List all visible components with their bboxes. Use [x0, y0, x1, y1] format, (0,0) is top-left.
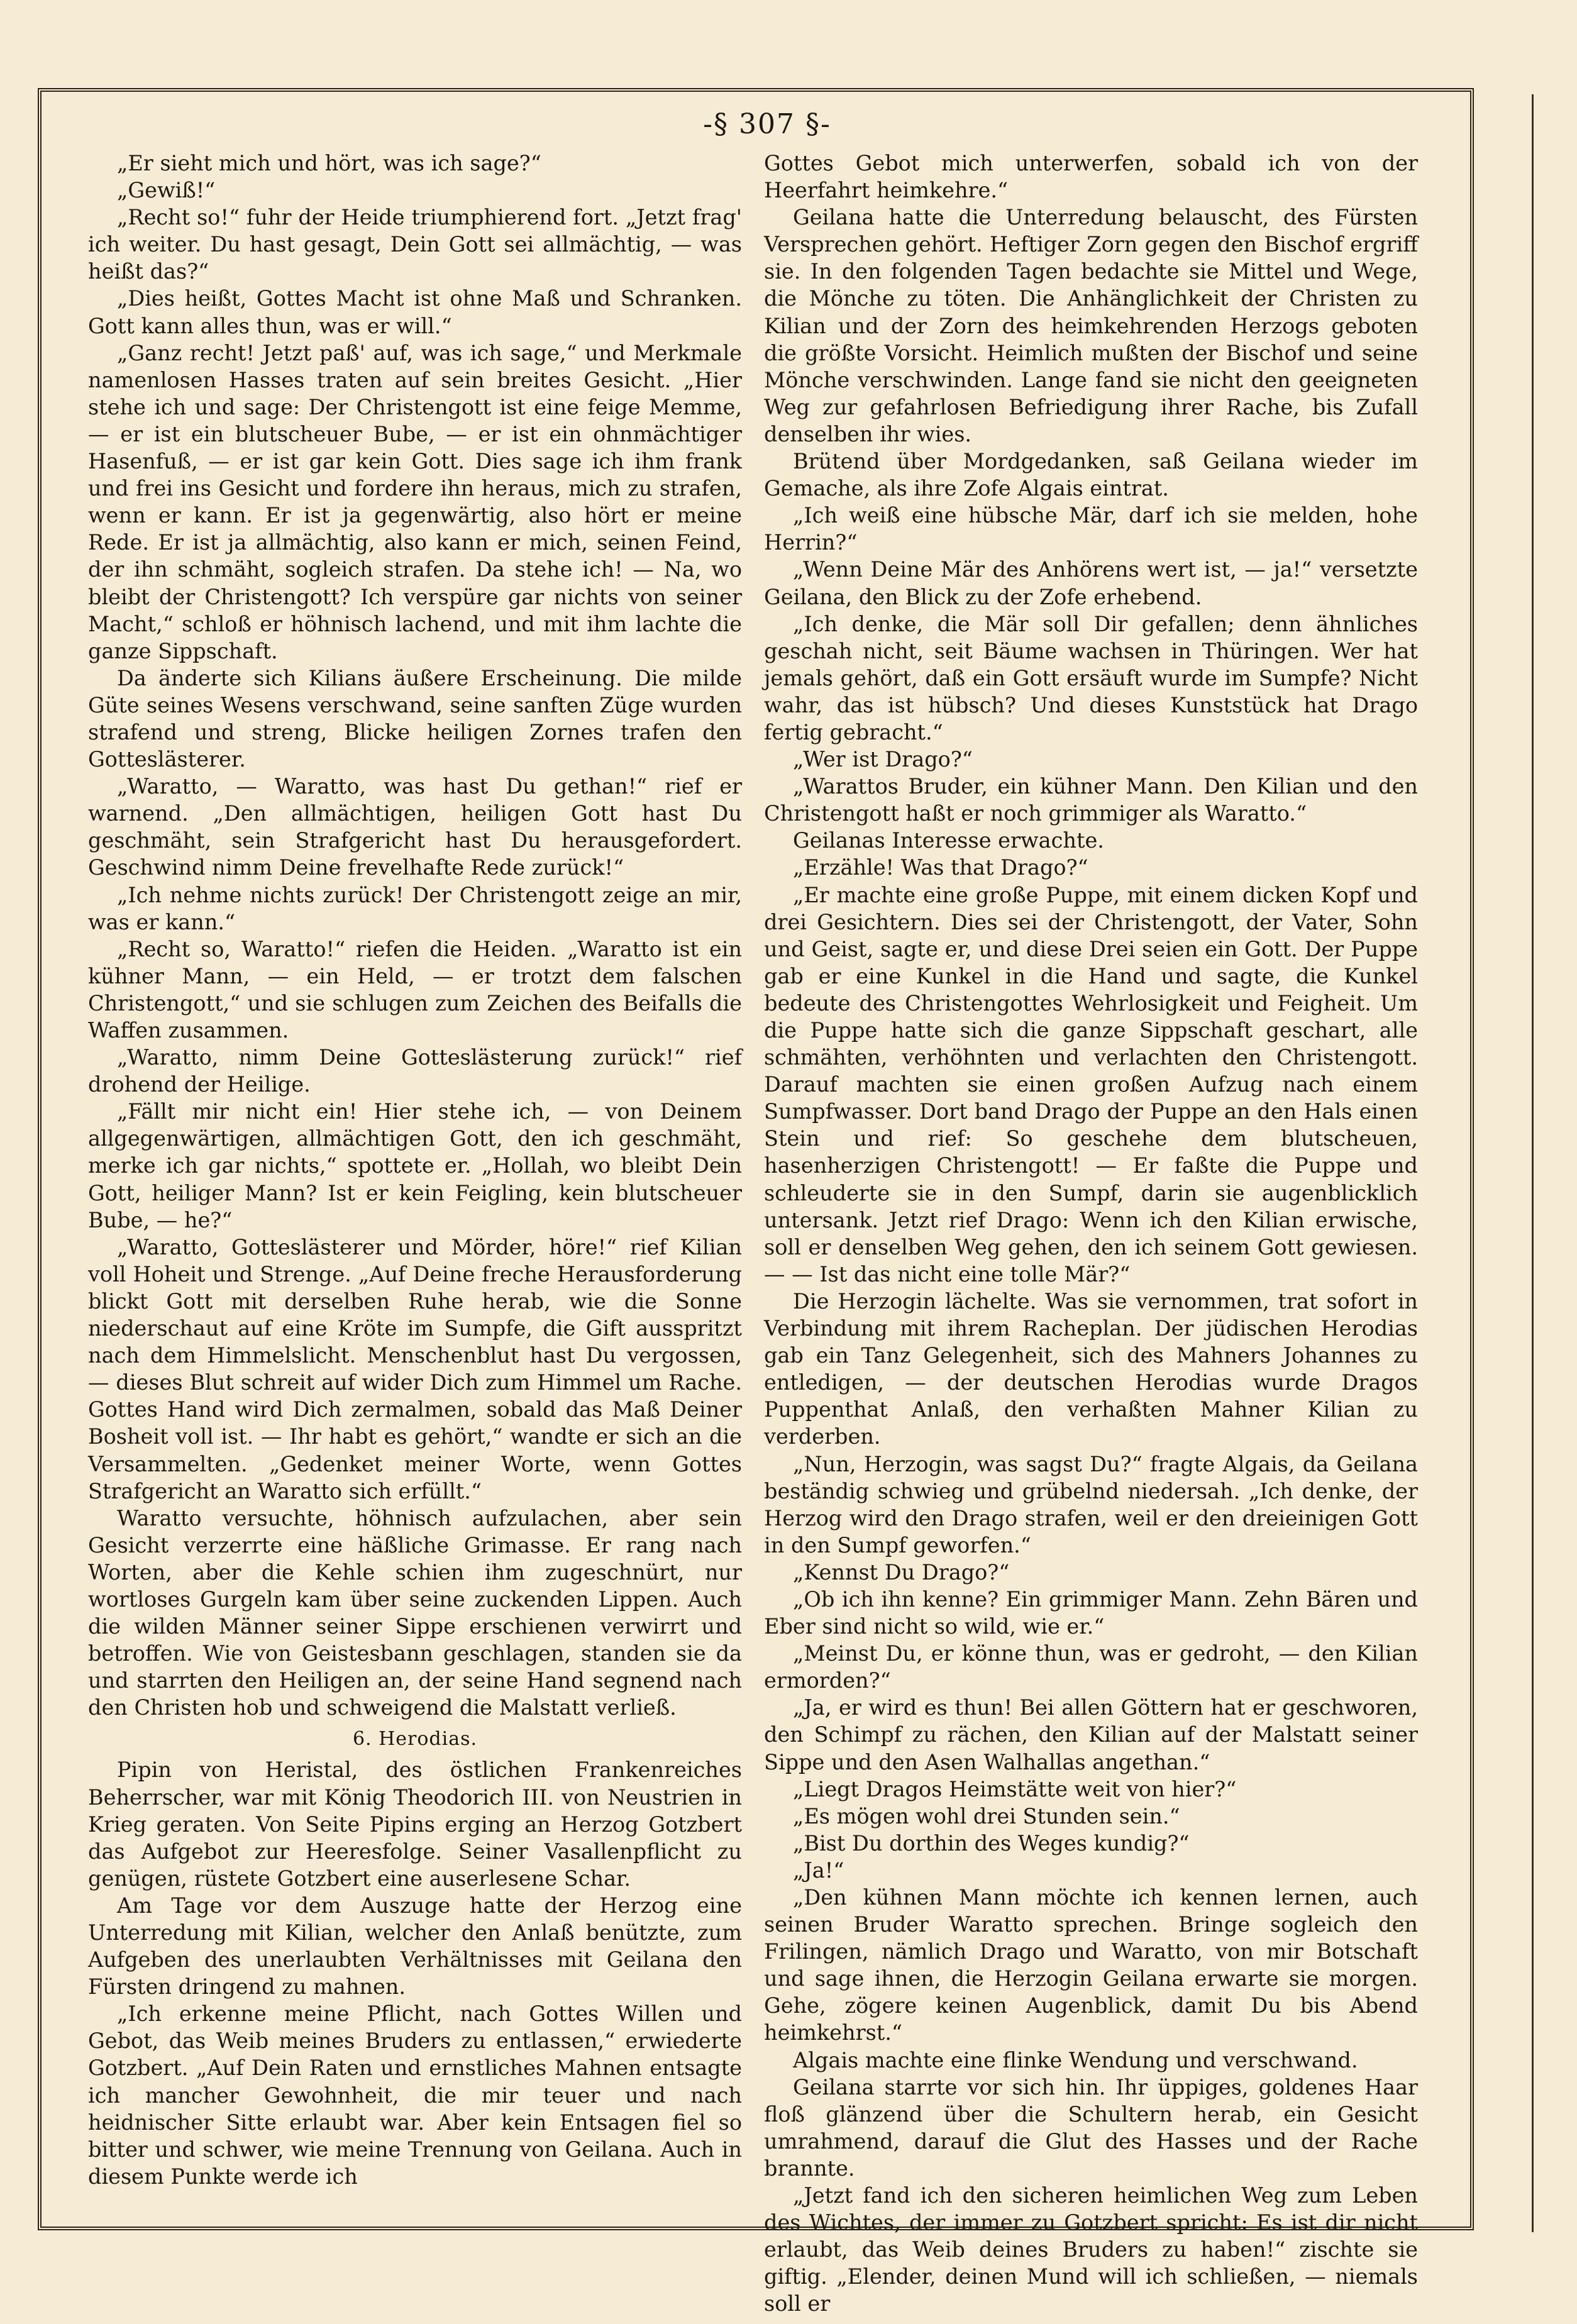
- paragraph: „Dies heißt, Gottes Macht ist ohne Maß und Schranken. Gott kann alles thun, was er will.“: [88, 286, 742, 338]
- paragraph: Geilanas Interesse erwachte.: [793, 828, 1104, 853]
- paragraph: Am Tage vor dem Auszuge hatte der Herzog eine Unterredung mit Kilian, welcher den Anlaß benützte, zum Aufgeben des unerlaubten Verhältnisses mit Geilana den Fürsten dringend zu mahnen.: [88, 1893, 742, 2000]
- paragraph: „Den kühnen Mann möchte ich kennen lernen, auch seinen Bruder Waratto sprechen. Bringe sogleich den Frilingen, nämlich Drago und Waratto, von mir Botschaft und sage ihnen, die Herzogin Geilana erwarte sie morgen. Gehe, zögere keinen Augenblick, damit Du bis Abend heimkehrst.“: [764, 1885, 1418, 2045]
- paragraph: Da änderte sich Kilians äußere Erscheinung. Die milde Güte seines Wesens verschwand, seine sanften Züge wurden strafend und streng, Blicke heiligen Zornes trafen den Gotteslästerer.: [88, 665, 742, 772]
- paragraph: „Ja, er wird es thun! Bei allen Göttern hat er geschworen, den Schimpf zu rächen, den Kilian auf der Malstatt seiner Sippe und den Asen Walhallas angethan.“: [764, 1695, 1418, 1774]
- paragraph: „Kennst Du Drago?“: [793, 1559, 1010, 1585]
- paragraph: Brütend über Mordgedanken, saß Geilana wieder im Gemache, als ihre Zofe Algais eintrat.: [764, 449, 1418, 501]
- paragraph: Gottes Gebot mich unterwerfen, sobald ich von der Heerfahrt heimkehre.“: [764, 151, 1418, 203]
- paragraph: „Ob ich ihn kenne? Ein grimmiger Mann. Zehn Bären und Eber sind nicht so wild, wie er.“: [764, 1586, 1418, 1639]
- paragraph: „Gewiß!“: [117, 178, 216, 203]
- paragraph: „Ich denke, die Mär soll Dir gefallen; denn ähnliches geschah nicht, seit Bäume wachsen in Thüringen. Wer hat jemals gehört, daß ein Gott ersäuft wurde im Sumpfe? Nicht wahr, das ist hübsch? Und dieses Kunststück hat Drago fertig gebracht.“: [764, 611, 1418, 744]
- paragraph: „Ja!“: [793, 1857, 844, 1883]
- paragraph: „Warattos Bruder, ein kühner Mann. Den Kilian und den Christengott haßt er noch grimmiger als Waratto.“: [764, 774, 1418, 826]
- paragraph: Algais machte eine flinke Wendung und verschwand.: [793, 2047, 1358, 2072]
- paragraph: „Wenn Deine Mär des Anhörens wert ist, — ja!“ versetzte Geilana, den Blick zu der Zofe erhebend.: [764, 557, 1418, 609]
- paragraph: „Ich erkenne meine Pflicht, nach Gottes Willen und Gebot, das Weib meines Bruders zu entlassen,“ erwiederte Gotzbert. „Auf Dein Raten und ernstliches Mahnen entsagte ich mancher Gewohnheit, die mir teuer und nach heidnischer Sitte erlaubt war. Aber kein Entsagen fiel so bitter und schwer, wie meine Trennung von Geilana. Auch in diesem Punkte werde ich: [88, 2001, 742, 2189]
- paragraph: Pipin von Heristal, des östlichen Frankenreiches Beherrscher, war mit König Theodorich III. von Neustrien in Krieg geraten. Von Seite Pipins erging an Herzog Gotzbert das Aufgebot zur Heeresfolge. Seiner Vasallenpflicht zu genügen, rüstete Gotzbert eine auserlesene Schar.: [88, 1757, 742, 1891]
- paragraph: „Meinst Du, er könne thun, was er gedroht, — den Kilian ermorden?“: [764, 1641, 1418, 1693]
- paragraph: Geilana hatte die Unterredung belauscht, des Fürsten Versprechen gehört. Heftiger Zorn gegen den Bischof ergriff sie. In den folgenden Tagen bedachte sie Mittel und Wege, die Mönche zu töten. Die Anhänglichkeit der Christen zu Kilian und der Zorn des heimkehrenden Herzogs geboten die größte Vorsicht. Heimlich mußten der Bischof und seine Mönche verschwinden. Lange fand sie nicht den geeigneten Weg zur gefahrlosen Befriedigung ihrer Rache, bis Zufall denselben ihr wies.: [764, 205, 1418, 446]
- paragraph: „Waratto, nimm Deine Gotteslästerung zurück!“ rief drohend der Heilige.: [88, 1045, 742, 1097]
- section-heading: 6. Herodias.: [352, 1728, 478, 1751]
- page-edge-rule: [1532, 94, 1534, 2232]
- paragraph: „Jetzt fand ich den sicheren heimlichen Weg zum Leben des Wichtes, der immer zu Gotzbert spricht: Es ist dir nicht erlaubt, das Weib deines Bruders zu haben!“ zischte sie giftig. „Elender, deinen Mund will ich schließen, — niemals soll er: [764, 2183, 1418, 2316]
- left-column: [88, 150, 742, 2214]
- right-column: [764, 150, 1418, 2316]
- paragraph: „Liegt Dragos Heimstätte weit von hier?“: [793, 1776, 1237, 1801]
- paragraph: „Waratto, — Waratto, was hast Du gethan!“ rief er warnend. „Den allmächtigen, heiligen Gott hast Du geschmäht, sein Strafgericht hast Du herausgefordert. Geschwind nimm Deine frevelhafte Rede zurück!“: [88, 774, 742, 880]
- paragraph: „Waratto, Gotteslästerer und Mörder, höre!“ rief Kilian voll Hoheit und Strenge. „Auf Deine freche Herausforderung blickt Gott mit derselben Ruhe herab, wie die Sonne niederschaut auf eine Kröte im Sumpfe, die Gift ausspritzt nach dem Himmelslicht. Menschenblut hast Du vergossen, — dieses Blut schreit auf wider Dich zum Himmel um Rache. Gottes Hand wird Dich zermalmen, sobald das Maß Deiner Bosheit voll ist. — Ihr habt es gehört,“ wandte er sich an die Versammelten. „Gedenket meiner Worte, wenn Gottes Strafgericht an Waratto sich erfüllt.“: [88, 1234, 742, 1503]
- paragraph: „Es mögen wohl drei Stunden sein.“: [793, 1803, 1180, 1829]
- paragraph: „Erzähle! Was that Drago?“: [793, 855, 1088, 880]
- paragraph: „Nun, Herzogin, was sagst Du?“ fragte Algais, da Geilana beständig schwieg und grübelnd niedersah. „Ich denke, der Herzog wird den Drago strafen, weil er den dreieinigen Gott in den Sumpf geworfen.“: [764, 1451, 1418, 1558]
- paragraph: „Wer ist Drago?“: [793, 747, 973, 772]
- paragraph: „Ich weiß eine hübsche Mär, darf ich sie melden, hohe Herrin?“: [764, 503, 1418, 555]
- paragraph: Die Herzogin lächelte. Was sie vernommen, trat sofort in Verbindung mit ihrem Racheplan. Der jüdischen Herodias gab ein Tanz Gelegenheit, sich des Mahners Johannes zu entledigen, — der deutschen Herodias wurde Dragos Puppenthat Anlaß, den verhaßten Mahner Kilian zu verderben.: [764, 1288, 1418, 1449]
- paragraph: „Recht so!“ fuhr der Heide triumphierend fort. „Jetzt frag' ich weiter. Du hast gesagt, Dein Gott sei allmächtig, — was heißt das?“: [88, 205, 742, 284]
- paragraph: Geilana starrte vor sich hin. Ihr üppiges, goldenes Haar floß glänzend über die Schultern herab, ein Gesicht umrahmend, darauf die Glut des Hasses und der Rache brannte.: [764, 2074, 1418, 2181]
- paragraph: „Bist Du dorthin des Weges kundig?“: [793, 1830, 1190, 1856]
- paragraph: „Recht so, Waratto!“ riefen die Heiden. „Waratto ist ein kühner Mann, — ein Held, — er trotzt dem falschen Christengott,“ und sie schlugen zum Zeichen des Beifalls die Waffen zusammen.: [88, 936, 742, 1043]
- page-number: -§ 307 §-: [703, 108, 831, 140]
- paragraph: „Ich nehme nichts zurück! Der Christengott zeige an mir, was er kann.“: [88, 882, 742, 934]
- paragraph: Waratto versuchte, höhnisch aufzulachen, aber sein Gesicht verzerrte eine häßliche Grimasse. Er rang nach Worten, aber die Kehle schien ihm zugeschnürt, nur wortloses Gurgeln kam über seine zuckenden Lippen. Auch die wilden Männer seiner Sippe erschienen verwirrt und betroffen. Wie von Geistesbann geschlagen, standen sie da und starrten den Heiligen an, der seine Hand segnend nach den Christen hob und schweigend die Malstatt verließ.: [88, 1505, 742, 1720]
- paragraph: „Ganz recht! Jetzt paß' auf, was ich sage,“ und Merkmale namenlosen Hasses traten auf sein breites Gesicht. „Hier stehe ich und sage: Der Christengott ist eine feige Memme, — er ist ein blutscheuer Bube, — er ist ein ohnmächtiger Hasenfuß, — er ist gar kein Gott. Dies sage ich ihm frank und frei ins Gesicht und fordere ihn heraus, mich zu strafen, wenn er kann. Er ist ja gegenwärtig, also hört er meine Rede. Er ist ja allmächtig, also kann er mich, seinen Feind, der ihn schmäht, sogleich strafen. Da stehe ich! — Na, wo bleibt der Christengott? Ich verspüre gar nichts von seiner Macht,“ schloß er höhnisch lachend, und mit ihm lachte die ganze Sippschaft.: [88, 340, 742, 663]
- paragraph: „Er sieht mich und hört, was ich sage?“: [117, 151, 541, 175]
- paragraph: „Fällt mir nicht ein! Hier stehe ich, — von Deinem allgegenwärtigen, allmächtigen Gott, den ich geschmäht, merke ich gar nichts,“ spottete er. „Hollah, wo bleibt Dein Gott, heiliger Mann? Ist er kein Feigling, kein blutscheuer Bube, — he?“: [88, 1099, 742, 1232]
- paragraph: „Er machte eine große Puppe, mit einem dicken Kopf und drei Gesichtern. Dies sei der Christengott, der Vater, Sohn und Geist, sagte er, und diese Drei seien ein Gott. Der Puppe gab er eine Kunkel in die Hand und sagte, die Kunkel bedeute des Christengottes Wehrlosigkeit und Feigheit. Um die Puppe hatte sich die ganze Sippschaft geschart, alle schmähten, verhöhnten und verlachten den Christengott. Darauf machten sie einen großen Aufzug nach einem Sumpfwasser. Dort band Drago der Puppe an den Hals einen Stein und rief: So geschehe dem blutscheuen, hasenherzigen Christengott! — Er faßte die Puppe und schleuderte sie in den Sumpf, darin sie augenblicklich untersank. Jetzt rief Drago: Wenn ich den Kilian erwische, soll er denselben Weg gehen, den ich seinem Gott gewiesen. — — Ist das nicht eine tolle Mär?“: [764, 882, 1418, 1286]
